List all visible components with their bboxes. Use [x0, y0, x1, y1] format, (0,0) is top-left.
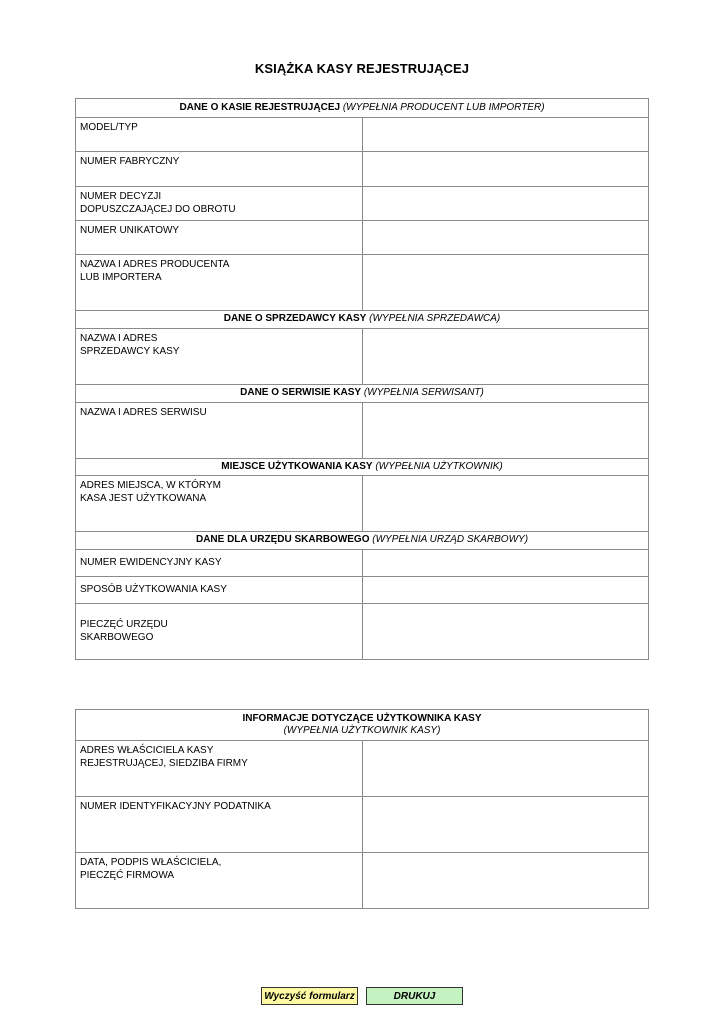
signature-label [76, 853, 363, 909]
location-address-field[interactable] [362, 476, 649, 532]
usage-mode-field[interactable] [362, 577, 649, 604]
service-section-header [76, 385, 649, 403]
owner-label-line1: ADRES WŁAŚCICIELA KASY [80, 745, 214, 756]
location-header-title: MIEJSCE UŻYTKOWANIA KASY [221, 460, 373, 472]
location-header-note: (WYPEŁNIA UŻYTKOWNIK) [375, 460, 503, 472]
model-field[interactable] [362, 118, 649, 152]
unique-number-field[interactable] [362, 221, 649, 255]
owner-label-line2: REJESTRUJĄCEJ, SIEDZIBA FIRMY [80, 757, 248, 769]
producer-address-label [76, 255, 363, 311]
producer-label-line2: LUB IMPORTERA [80, 271, 162, 283]
decision-row [76, 187, 649, 221]
seller-address-field[interactable] [362, 329, 649, 385]
decision-number-label [76, 187, 363, 221]
user-info-header-title: INFORMACJE DOTYCZĄCE UŻYTKOWNIKA KASY [242, 712, 482, 724]
usage-mode-label: SPOSÓB UŻYTKOWANIA KASY [76, 577, 363, 604]
seller-row [76, 329, 649, 385]
seller-section-header [76, 311, 649, 329]
user-info-table [75, 709, 649, 909]
tax-id-label: NUMER IDENTYFIKACYJNY PODATNIKA [76, 797, 363, 853]
decision-label-line2: DOPUSZCZAJĄCEJ DO OBROTU [80, 203, 236, 215]
serial-number-field[interactable] [362, 152, 649, 187]
record-number-row [76, 550, 649, 577]
producer-address-field[interactable] [362, 255, 649, 311]
tax-office-stamp-label [76, 604, 363, 660]
location-section-header [76, 459, 649, 476]
owner-address-field[interactable] [362, 741, 649, 797]
location-address-label [76, 476, 363, 532]
unique-number-row [76, 221, 649, 255]
tax-office-stamp-field[interactable] [362, 604, 649, 660]
serial-number-label: NUMER FABRYCZNY [76, 152, 363, 187]
service-address-field[interactable] [362, 403, 649, 459]
producer-row [76, 255, 649, 311]
user-info-section-header [76, 710, 649, 741]
unique-number-label: NUMER UNIKATOWY [76, 221, 363, 255]
model-row [76, 118, 649, 152]
seller-header-title: DANE O SPRZEDAWCY KASY [223, 313, 367, 325]
tax-stamp-row [76, 604, 649, 660]
service-header-title: DANE O SERWISIE KASY [240, 387, 362, 399]
signature-label-line2: PIECZĘĆ FIRMOWA [80, 869, 175, 881]
print-button[interactable]: DRUKUJ [366, 987, 463, 1005]
stamp-label-line1: PIECZĘĆ URZĘDU [80, 619, 168, 630]
service-address-label: NAZWA I ADRES SERWISU [76, 403, 363, 459]
tax-id-field[interactable] [362, 797, 649, 853]
signature-field[interactable] [362, 853, 649, 909]
location-label-line2: KASA JEST UŻYTKOWANA [80, 492, 207, 504]
location-label-line1: ADRES MIEJSCA, W KTÓRYM [80, 480, 221, 491]
signature-label-line1: DATA, PODPIS WŁAŚCICIELA, [80, 857, 222, 868]
service-row [76, 403, 649, 459]
serial-row [76, 152, 649, 187]
clear-form-button[interactable]: Wyczyść formularz [261, 987, 358, 1005]
tax-office-header-title: DANE DLA URZĘDU SKARBOWEGO [195, 534, 370, 546]
usage-row [76, 577, 649, 604]
stamp-label-line2: SKARBOWEGO [80, 631, 154, 643]
register-header-title: DANE O KASIE REJESTRUJĄCEJ [179, 101, 341, 113]
decision-label-line1: NUMER DECYZJI [80, 191, 162, 202]
seller-header-note: (WYPEŁNIA SPRZEDAWCA) [369, 313, 501, 325]
record-number-label: NUMER EWIDENCYJNY KASY [76, 550, 363, 577]
location-row [76, 476, 649, 532]
tax-id-row [76, 797, 649, 853]
register-section-header [76, 99, 649, 118]
owner-address-label [76, 741, 363, 797]
tax-office-header-note: (WYPEŁNIA URZĄD SKARBOWY) [372, 534, 529, 546]
user-info-header-note: (WYPEŁNIA UŻYTKOWNIK KASY) [283, 725, 441, 736]
signature-row [76, 853, 649, 909]
register-data-table [75, 98, 649, 660]
seller-address-label [76, 329, 363, 385]
service-header-note: (WYPEŁNIA SERWISANT) [363, 387, 484, 399]
register-header-note: (WYPEŁNIA PRODUCENT LUB IMPORTER) [342, 101, 545, 113]
seller-label-line2: SPRZEDAWCY KASY [80, 345, 180, 357]
record-number-field[interactable] [362, 550, 649, 577]
document-title: KSIĄŻKA KASY REJESTRUJĄCEJ [254, 61, 470, 76]
producer-label-line1: NAZWA I ADRES PRODUCENTA [80, 259, 230, 270]
tax-office-section-header [76, 532, 649, 550]
owner-address-row [76, 741, 649, 797]
seller-label-line1: NAZWA I ADRES [80, 333, 158, 344]
decision-number-field[interactable] [362, 187, 649, 221]
model-label: MODEL/TYP [76, 118, 363, 152]
